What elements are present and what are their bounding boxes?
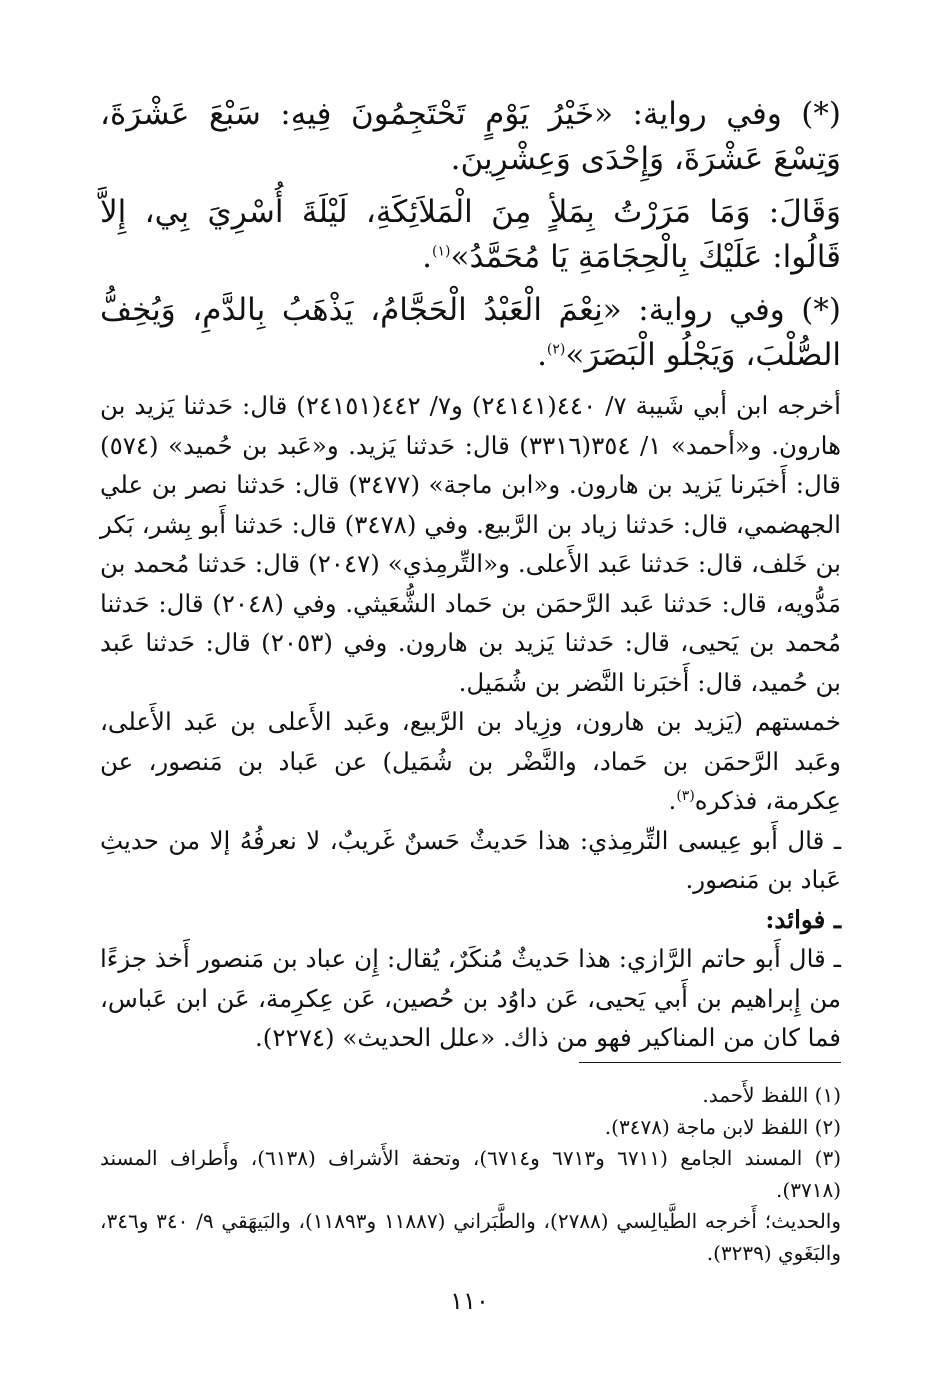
footnote-ref-3: (٣) [676,787,695,804]
abu-hatim-comment: ـ قال أَبو حاتم الرَّازي: هذا حَديثٌ مُنكَرٌ، يُقال: إِن عباد بن مَنصور أَخذ جزءًا من إِبراهيم بن أَبي يَحيى، عَن داوُد بن حُصين، عَن عِكرِمة، عَن ابن عَباس، فما كان من المناكير فهو من ذاك. «علل الحديث» (٢٢٧٤). [100,944,841,1052]
footnote-divider [579,1062,841,1063]
takhrij-paragraph: أخرجه ابن أبي شَيبة ٧/ ٤٤٠(٢٤١٤١) و٧/ ٤٤٢(٢٤١٥١) قال: حَدثنا يَزيد بن هارون. و«أحمد» ١/ ٣٥٤(٣٣١٦) قال: حَدثنا يَزيد. و«عَبد بن حُميد» (٥٧٤) قال: أَخبَرنا يَزيد بن هارون. و«ابن ماجة» (٣٤٧٧) قال: حَدثنا نصر بن علي الجهضمي، قال: حَدثنا زياد بن الرَّبيع. وفي (٣٤٧٨) قال: حَدثنا أَبو بِشر، بَكر بن خَلف، قال: حَدثنا عَبد الأَعلى. و«التِّرمِذي» (٢٠٤٧) قال: حَدثنا مُحمد بن مَدُّويه، قال: حَدثنا عَبد الرَّحمَن بن حَماد الشُّعَيثي. وفي (٢٠٤٨) قال: حَدثنا مُحمد بن يَحيى، قال: حَدثنا يَزيد بن هارون. وفي (٢٠٥٣) قال: حَدثنا عَبد بن حُميد، قال: أَخبَرنا النَّضر بن شُمَيل. [100,391,841,697]
footnote-ref-2: (٢) [546,341,566,358]
footnote-3-continued: والحديث؛ أَخرجه الطَّيالِسي (٢٧٨٨)، والطَّبَراني (١١٨٨٧ و١١٨٩٣)، والبَيهَقي ٩/ ٣٤٠ و٣٤٦، والبَغَوي (٣٢٣٩). [100,1209,841,1265]
chain-summary-text: خمستهم (يَزيد بن هارون، وزِياد بن الرَّبيع، وعَبد الأَعلى بن عَبد الأَعلى، وعَبد الرَّحمَن بن حَماد، والنَّضْر بن شُمَيل) عن عَباد بن مَنصور، عن عِكرمة، فذكره [100,707,841,815]
tirmidhi-grading: ـ قال أَبو عِيسى التِّرمِذي: هذا حَديثٌ حَسنٌ غَريبٌ، لا نعرفُهُ إلا من حديثِ عَباد بن مَنصور. [100,825,841,894]
hadith-variant-2 [100,288,841,378]
hadith-variant-2-text: (*) وفي رواية: «نِعْمَ الْعَبْدُ الْحَجَّامُ، يَذْهَبُ بِالدَّمِ، وَيُخِفُّ الصُّلْبَ، وَيَجْلُو الْبَصَرَ» [100,292,841,373]
footnote-3: (٣) المسند الجامع (٦٧١١ و٦٧١٣ و٦٧١٤)، وتحفة الأَشراف (٦١٣٨)، وأَطراف المسند (٣٧١٨). [100,1146,841,1202]
footnotes [100,1080,841,1269]
hadith-statement [100,190,841,280]
chain-summary-end: . [668,786,677,815]
chain-summary-paragraph [100,702,841,821]
hadith-statement-end: . [422,239,433,275]
hadith-variant-1 [100,92,841,182]
hadith-variant-1-text: (*) وفي رواية: «خَيْرُ يَوْمٍ تَحْتَجِمُونَ فِيهِ: سَبْعَ عَشْرَةَ، وَتِسْعَ عَشْرَةَ، وَإِحْدَى وَعِشْرِينَ. [100,96,841,177]
fawaid-heading: ـ فوائد: [765,904,841,934]
hadith-statement-text: وَقَالَ: وَمَا مَرَرْتُ بِمَلأٍ مِنَ الْمَلاَئِكَةِ، لَيْلَةَ أُسْرِيَ بِي، إِلاَّ قَالُوا: عَلَيْكَ بِالْحِجَامَةِ يَا مُحَمَّدُ» [100,194,841,275]
hadith-variant-2-end: . [537,337,547,373]
footnote-ref-1: (١) [432,243,451,260]
page-number: ١١٠ [450,1287,489,1315]
footnote-1: (١) اللفظ لأَحمد. [702,1083,841,1107]
footnote-2: (٢) اللفظ لابن ماجة (٣٤٧٨). [604,1114,841,1139]
takhrij-section [100,386,841,1058]
